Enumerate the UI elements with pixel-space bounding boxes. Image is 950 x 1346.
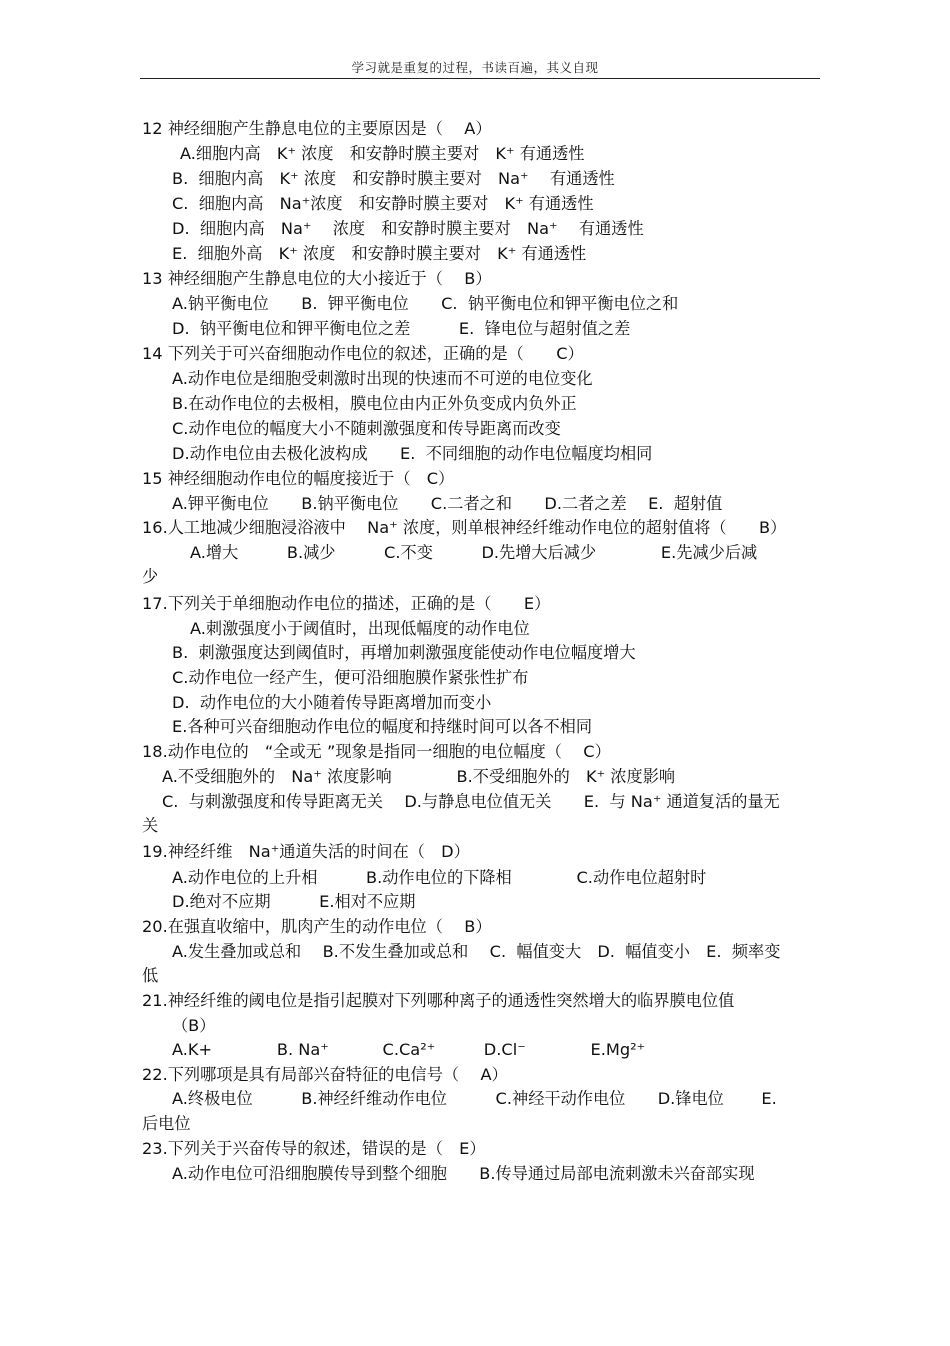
question-19-options-abc: A.动作电位的上升相 B.动作电位的下降相 C.动作电位超射时 [172, 868, 707, 887]
question-19-stem: 19.神经纤维 Na⁺通道失活的时间在（ D） [142, 842, 470, 861]
question-17-option-e: E.各种可兴奋细胞动作电位的幅度和持继时间可以各不相同 [172, 717, 593, 736]
question-14-options-de: D.动作电位由去极化波构成 E. 不同细胞的动作电位幅度均相同 [172, 444, 653, 463]
question-18-options-cde: C. 与刺激强度和传导距离无关 D.与静息电位值无关 E. 与 Na⁺ 通道复活的量无 [162, 792, 780, 811]
question-21-options: A.K+ B. Na⁺ C.Ca²⁺ D.Cl⁻ E.Mg²⁺ [172, 1040, 646, 1059]
question-17-option-b: B. 刺激强度达到阈值时，再增加刺激强度能使动作电位幅度增大 [172, 643, 636, 662]
question-17-option-d: D. 动作电位的大小随着传导距离增加而变小 [172, 693, 492, 712]
question-20-options-wrap: 低 [142, 966, 159, 985]
question-14-option-a: A.动作电位是细胞受刺激时出现的快速而不可逆的电位变化 [172, 369, 593, 388]
question-15-stem: 15 神经细胞动作电位的幅度接近于（ C） [142, 469, 455, 488]
question-20-stem: 20.在强直收缩中，肌肉产生的动作电位（ B） [142, 917, 492, 936]
question-19-options-de: D.绝对不应期 E.相对不应期 [172, 892, 416, 911]
question-16-stem: 16.人工地减少细胞浸浴液中 Na⁺ 浓度，则单根神经纤维动作电位的超射值将（ B） [142, 518, 787, 537]
question-18-stem: 18.动作电位的 “全或无 ”现象是指同一细胞的电位幅度（ C） [142, 742, 611, 761]
question-18-options-ab: A.不受细胞外的 Na⁺ 浓度影响 B.不受细胞外的 K⁺ 浓度影响 [162, 767, 676, 786]
question-17-option-c: C.动作电位一经产生，便可沿细胞膜作紧张性扩布 [172, 668, 529, 687]
header-divider [140, 78, 820, 79]
question-13-stem: 13 神经细胞产生静息电位的大小接近于（ B） [142, 269, 492, 288]
question-12-option-c: C. 细胞内高 Na⁺浓度 和安静时膜主要对 K⁺ 有通透性 [172, 194, 594, 213]
question-14-option-b: B.在动作电位的去极相，膜电位由内正外负变成内负外正 [172, 394, 577, 413]
question-12-option-a: A.细胞内高 K⁺ 浓度 和安静时膜主要对 K⁺ 有通透性 [180, 144, 585, 163]
question-16-options-wrap: 少 [142, 567, 159, 586]
question-21-answer: （B） [172, 1016, 216, 1035]
question-12-option-e: E. 细胞外高 K⁺ 浓度 和安静时膜主要对 K⁺ 有通透性 [172, 244, 587, 263]
question-23-options: A.动作电位可沿细胞膜传导到整个细胞 B.传导通过局部电流刺激未兴奋部实现 [172, 1164, 755, 1183]
question-22-options: A.终极电位 B.神经纤维动作电位 C.神经干动作电位 D.锋电位 E. [172, 1089, 777, 1108]
question-17-option-a: A.刺激强度小于阈值时，出现低幅度的动作电位 [190, 619, 530, 638]
page-header: 学习就是重复的过程，书读百遍，其义自现 [351, 60, 599, 75]
question-16-options: A.增大 B.减少 C.不变 D.先增大后减少 E.先减少后减 [190, 543, 758, 562]
question-15-options: A.钾平衡电位 B.钠平衡电位 C.二者之和 D.二者之差 E. 超射值 [172, 494, 723, 513]
question-21-stem: 21.神经纤维的阈电位是指引起膜对下列哪种离子的通透性突然增大的临界膜电位值 [142, 991, 735, 1010]
question-12-option-b: B. 细胞内高 K⁺ 浓度 和安静时膜主要对 Na⁺ 有通透性 [172, 169, 615, 188]
question-22-stem: 22.下列哪项是具有局部兴奋特征的电信号（ A） [142, 1065, 508, 1084]
question-13-options-1: A.钠平衡电位 B. 钾平衡电位 C. 钠平衡电位和钾平衡电位之和 [172, 294, 679, 313]
question-12-stem: 12 神经细胞产生静息电位的主要原因是（ A） [142, 119, 492, 138]
question-23-stem: 23.下列关于兴奋传导的叙述，错误的是（ E） [142, 1139, 486, 1158]
question-17-stem: 17.下列关于单细胞动作电位的描述，正确的是（ E） [142, 594, 551, 613]
question-14-option-c: C.动作电位的幅度大小不随刺激强度和传导距离而改变 [172, 419, 561, 438]
question-22-options-wrap: 后电位 [142, 1114, 191, 1133]
question-12-option-d: D. 细胞内高 Na⁺ 浓度 和安静时膜主要对 Na⁺ 有通透性 [172, 219, 644, 238]
question-18-options-wrap: 关 [142, 816, 159, 835]
question-14-stem: 14 下列关于可兴奋细胞动作电位的叙述，正确的是（ C） [142, 344, 584, 363]
question-20-options: A.发生叠加或总和 B.不发生叠加或总和 C. 幅值变大 D. 幅值变小 E. 频率变 [172, 942, 781, 961]
question-13-options-2: D. 钠平衡电位和钾平衡电位之差 E. 锋电位与超射值之差 [172, 319, 631, 338]
